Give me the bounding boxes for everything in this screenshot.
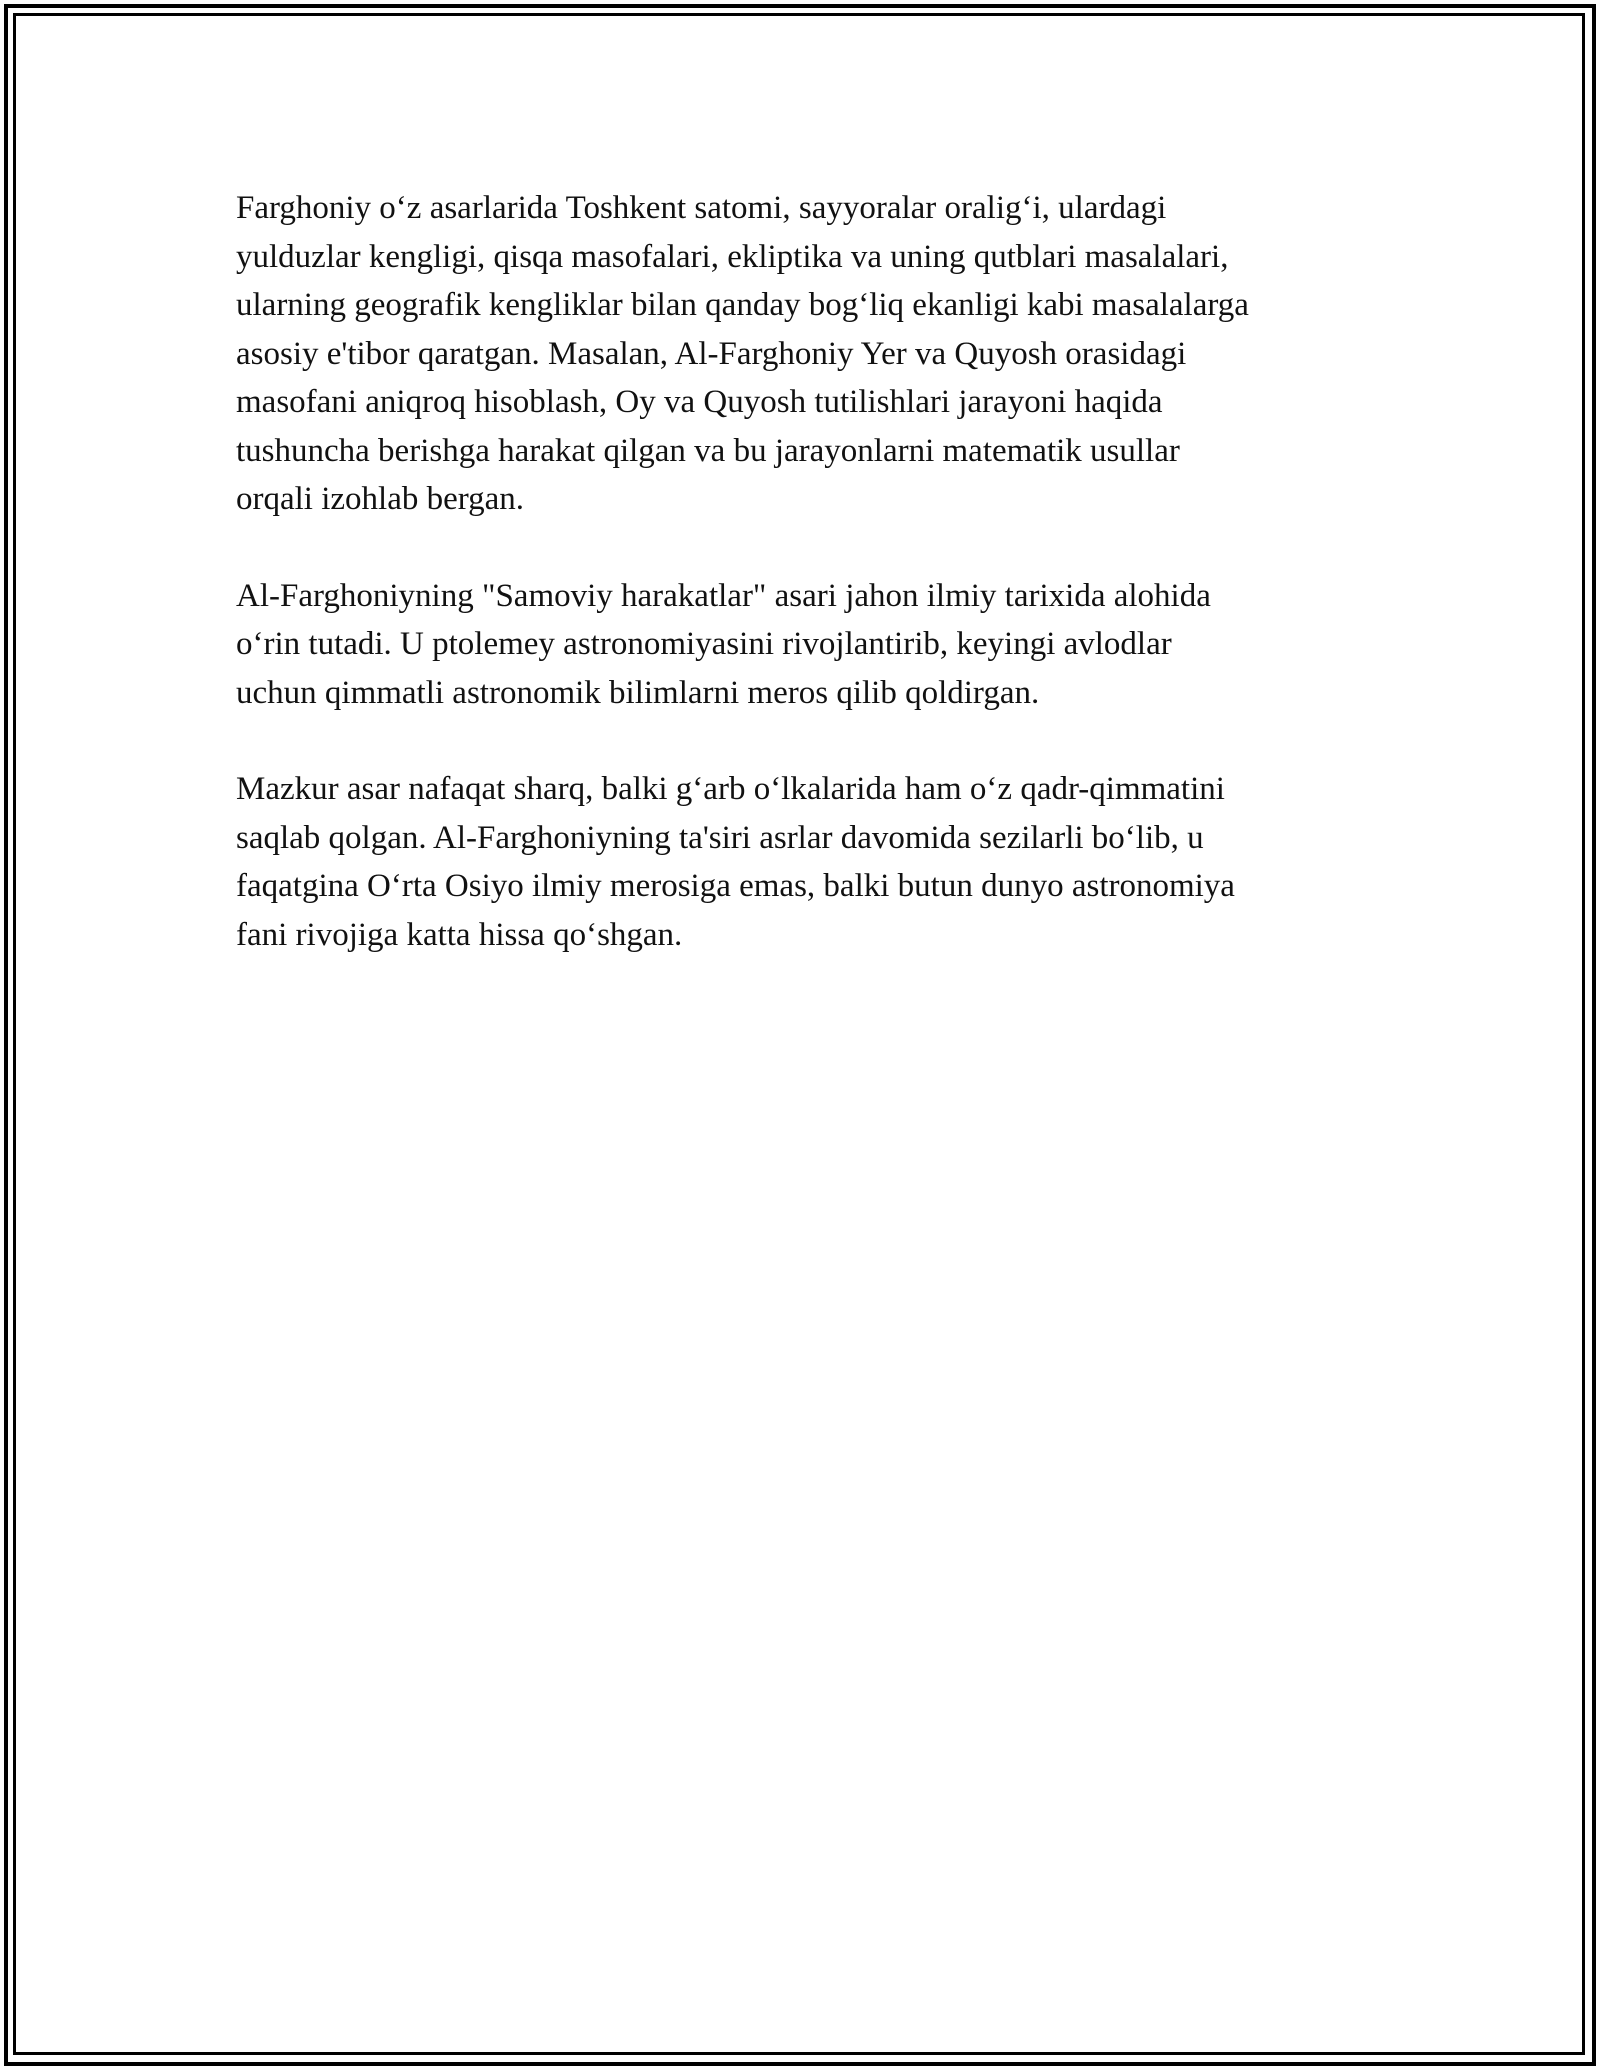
paragraph-1: Farghoniy o‘z asarlarida Toshkent satomi, sayyoralar oralig‘i, ulardagi yulduzlar kengligi, qisqa masofalari, ekliptika va uning qutblari masalalari, ularning geografik kengliklar bilan qanday bog‘liq ekanligi kabi masalalarga asosiy e'tibor qaratgan. Masalan, Al-Farghoniy Yer va Quyosh orasidagi masofani aniqroq hisoblash, Oy va Quyosh tutilishlari jarayoni haqida tushuncha berishga harakat qilgan va bu jarayonlarni matematik usullar orqali izohlab bergan. [236, 190, 1249, 517]
paragraph-2: Al-Farghoniyning "Samoviy harakatlar" asari jahon ilmiy tarixida alohida o‘rin tutadi. U ptolemey astronomiyasini rivojlantirib, keyingi avlodlar uchun qimmatli astronomik bilimlarni meros qilib qoldirgan. [236, 577, 1211, 711]
document-body [236, 184, 1396, 1007]
paragraph-3: Mazkur asar nafaqat sharq, balki g‘arb o‘lkalarida ham o‘z qadr-qimmatini saqlab qolgan. Al-Farghoniyning ta'siri asrlar davomida sezilarli bo‘lib, u faqatgina O‘rta Osiyo ilmiy merosiga emas, balki butun dunyo astronomiya fani rivojiga katta hissa qo‘shgan. [236, 771, 1235, 953]
